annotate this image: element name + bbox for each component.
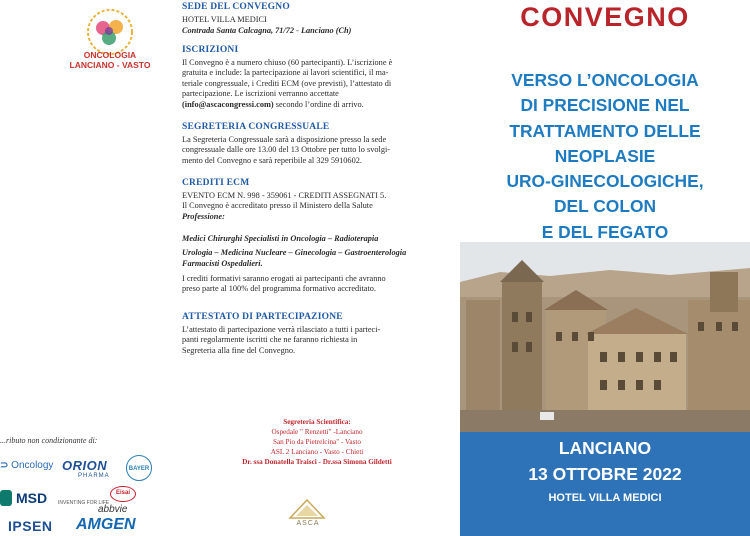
title-line: DI PRECISIONE NEL bbox=[520, 95, 690, 116]
sponsor-amgen: AMGEN bbox=[76, 516, 136, 533]
attestato-text bbox=[182, 325, 456, 356]
title-line: NEOPLASIE bbox=[554, 145, 656, 166]
sponsor-msd: MSD bbox=[16, 490, 48, 506]
iscrizioni-email[interactable]: (info@ascacongressi.com) bbox=[182, 99, 274, 109]
attestato-line: panti regolarmente iscritti che ne faranno richiesta in bbox=[182, 335, 358, 345]
iscrizioni-line: partecipazione. Le iscrizioni verranno accettate bbox=[182, 89, 339, 99]
sponsor-oncology-label: Oncology bbox=[11, 460, 54, 471]
lanciano-town-photo bbox=[460, 242, 750, 432]
segreteria-scientifica-title: Segreteria Scientifica: bbox=[283, 418, 351, 426]
iscrizioni-line: Il Convegno è a numero chiuso (60 partecipanti). L’iscrizione è bbox=[182, 58, 393, 67]
title-line: E DEL FEGATO bbox=[541, 221, 669, 242]
title-line: URO-GINECOLOGICHE, bbox=[506, 171, 704, 192]
sede-address: Contrada Santa Calcagna, 71/72 - Lanciano (Ch) bbox=[182, 26, 352, 35]
sponsor-eisai: Eisai bbox=[110, 486, 136, 502]
professioni-line: Farmacisti Ospedalieri. bbox=[182, 258, 263, 268]
event-city: LANCIANO bbox=[558, 438, 652, 458]
sponsor-intro: ...ributo non condizionante di: bbox=[0, 436, 98, 445]
event-date: 13 OTTOBRE 2022 bbox=[528, 464, 682, 484]
crediti-title: CREDITI ECM bbox=[182, 178, 250, 188]
asca-label: ASCA bbox=[296, 520, 320, 527]
segreteria-scientifica-line: ASL 2 Lanciano - Vasto - Chieti bbox=[270, 448, 364, 456]
sponsor-orion: ORION bbox=[62, 458, 108, 473]
logo-label-line-2: LANCIANO - VASTO bbox=[69, 60, 151, 70]
convegno-heading: CONVEGNO bbox=[520, 2, 690, 32]
crediti-tail bbox=[182, 274, 456, 295]
segreteria-scientifica-doctors: Dr. ssa Donatella Traisci - Dr.ssa Simona Gildetti bbox=[242, 458, 392, 466]
segreteria-line: La Segreteria Congressuale sarà a disposizione presso la sede bbox=[182, 135, 387, 144]
sponsor-ipsen: IPSEN bbox=[8, 518, 53, 534]
iscrizioni-email-line bbox=[182, 100, 456, 110]
logo-label bbox=[48, 50, 172, 70]
msd-logo-icon bbox=[0, 490, 12, 506]
title-line: VERSO L’ONCOLOGIA bbox=[511, 70, 699, 90]
crediti-line: Il Convegno è accreditato presso il Ministero della Salute bbox=[182, 201, 373, 211]
segreteria-scientifica-line: San Pio da Pietrelcina" - Vasto bbox=[272, 438, 362, 446]
sponsor-msd-tagline: INVENTING FOR LIFE bbox=[58, 500, 110, 506]
segreteria-title: SEGRETERIA CONGRESSUALE bbox=[182, 122, 330, 132]
segreteria-scientifica-line: Ospedale " Renzetti" -Lanciano bbox=[271, 428, 363, 436]
logo-label-line-1: ONCOLOGIA bbox=[83, 50, 137, 60]
sede-title: SEDE DEL CONVEGNO bbox=[182, 2, 290, 12]
iscrizioni-title: ISCRIZIONI bbox=[182, 45, 239, 55]
professioni-label: Professione: bbox=[182, 212, 225, 221]
sponsor-bayer: BAYER bbox=[126, 455, 152, 481]
crediti-tail-line: I crediti formativi saranno erogati ai partecipanti che avranno bbox=[182, 274, 386, 283]
attestato-line: L’attestato di partecipazione verrà rilasciato a tutti i parteci- bbox=[182, 325, 381, 334]
segreteria-line: congressuale dalle ore 13.00 del 13 Ottobre per tutto lo svolgi- bbox=[182, 145, 391, 155]
title-line: TRATTAMENTO DELLE bbox=[509, 120, 701, 141]
attestato-line: Segreteria alla fine del Convegno. bbox=[182, 345, 296, 355]
iscrizioni-line: gratuita e include: la partecipazione ai lavori scientifici, il ma- bbox=[182, 68, 389, 78]
segreteria-line: mento del Convegno e sarà reperibile al 329 5910602. bbox=[182, 155, 362, 165]
sponsor-oncology: ⊃ Oncology bbox=[0, 460, 54, 471]
sponsor-abbvie: abbvie bbox=[98, 504, 128, 515]
professioni-line: Urologia – Medicina Nucleare – Ginecologia – Gastroenterologia bbox=[182, 248, 407, 258]
sponsor-orion-pharma: PHARMA bbox=[78, 473, 110, 479]
crediti-text bbox=[182, 191, 456, 212]
info-panel bbox=[172, 0, 460, 536]
professioni-line: Medici Chirurghi Specialisti in Oncologia – Radioterapia bbox=[182, 234, 379, 243]
segreteria-text bbox=[182, 135, 456, 166]
crediti-line: EVENTO ECM N. 998 - 359061 - CREDITI ASSEGNATI 5. bbox=[182, 191, 387, 200]
title-line: DEL COLON bbox=[553, 196, 657, 217]
cover-panel bbox=[460, 0, 750, 536]
left-panel bbox=[0, 0, 172, 536]
iscrizioni-tail: secondo l’ordine di arrivo. bbox=[273, 99, 364, 109]
iscrizioni-line: teriale congressuale, i Crediti ECM (ove previsti), l’attestato di bbox=[182, 78, 392, 88]
convegno-title bbox=[460, 68, 750, 245]
sede-name: HOTEL VILLA MEDICI bbox=[182, 15, 267, 24]
professioni-text bbox=[182, 234, 456, 269]
event-venue: HOTEL VILLA MEDICI bbox=[548, 492, 662, 504]
crediti-tail-line: preso parte al 100% del programma formativo accreditato. bbox=[182, 284, 376, 294]
iscrizioni-text bbox=[182, 58, 456, 110]
attestato-title: ATTESTATO DI PARTECIPAZIONE bbox=[182, 312, 343, 322]
